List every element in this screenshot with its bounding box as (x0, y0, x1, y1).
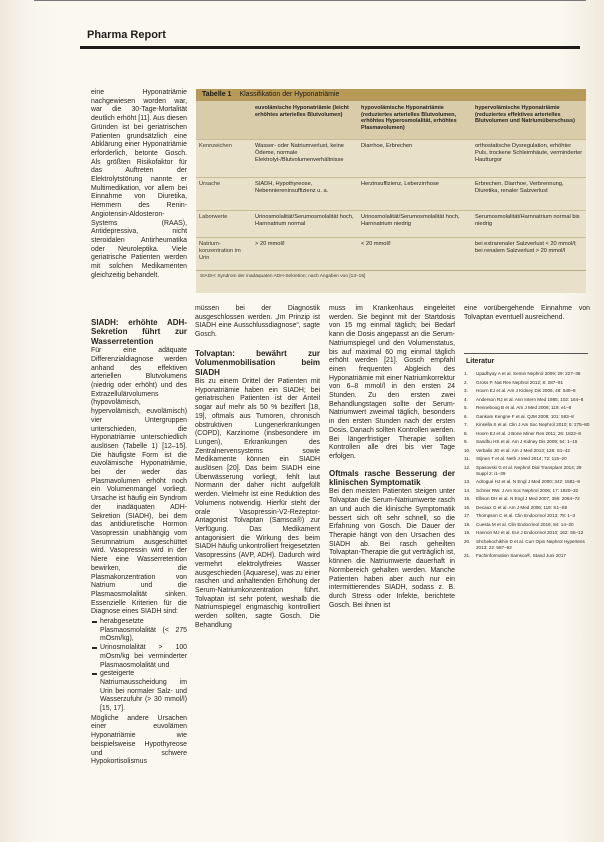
paragraph: eine vorübergehende Einnahme von Tolvaptan eventuell ausreichend. (464, 305, 590, 321)
reference-number: 4. (464, 396, 468, 402)
table-cell: Erbrechen, Diarrhoe, Verbrennung, Diuretika, renaler Salzverlust (472, 177, 586, 210)
table-header-cell: hypovolämische Hyponatriämie (reduziertes arterielles Blutvolumen, erhöhtes Hyperosmolalität, erhöhtes Plasmavolumen) (358, 101, 472, 139)
list-item: gesteigerte Natriumausscheidung im Urin bei normaler Salz- und Wasserzufuhr (> 30 mmol/l) [15, 17]. (91, 670, 187, 714)
table-cell: < 20 mmol/l (358, 237, 472, 270)
reference-text: Fachinformation Samsca®, Stand Juni 2017 (476, 553, 566, 558)
reference-text: Renneboog B et al. Am J Med 2006; 119: e1–8 (476, 405, 572, 410)
reference-number: 15. (464, 496, 471, 501)
table-title (196, 89, 586, 101)
reference-text: Schrier RW. J Am Soc Nephrol 2006; 17: 1820–32 (476, 487, 579, 493)
reference-text: Hoorn EJ et al. J Bone Miner Res 2011; 26: 1822–8 (476, 430, 581, 436)
reference-number: 9. (464, 439, 468, 444)
reference-text: Anderson RJ et al. Ann Intern Med 1985; 102: 164–8 (476, 396, 584, 402)
reference-text: Verbalis JG et al. Am J Med 2013; 126: S1–42 (476, 447, 570, 453)
reference-number: 8. (464, 430, 468, 436)
reference-item (464, 479, 590, 485)
paragraph: Bei den meisten Patienten steigen unter Tolvaptan die Serum-Natriumwerte rasch an und auch die klinische Symptomatik bessert sich oft sehr schnell, so die Erfahrung von Gosch. Die Dauer der Therapie hängt von den Ursachen des SIADH ab. Bei rasch geheilten Tolvaptan-Therapie die gut verträglich ist, können die Natriumwerte dauerhaft in Normbereich gehalten werden. Manche Patienten haben aber auch nur ein intermittierendes SIADH, sodass z. B. durch Stress oder Infekte, berichtete Gosch. Bei ihnen ist (329, 488, 456, 609)
reference-text: Hoorn EJ et al. Am J Kidney Dis 2006; 48: 540–8 (476, 388, 576, 393)
reference-text: Stijnen T et al. Neth J Med 2014; 72: 115–20 (476, 456, 567, 461)
paragraph: Bis zu einem Drittel der Patienten mit Hyponatriämie haben ein SIADH; bei geriatrischen Patienten ist der Anteil sogar auf mehr als 50 % beziffert [18, 19], oftmals aus Tumoren, chronisch obstruktiven Lungenerkrankungen (COPD), Karzinome (insbesondere im Lungen), Erkrankungen des Zentralnervensystems sowie Medikamente können ein SIADH auslösen [20]. Das beim SIADH eine Überwässerung vorliegt, fehlt laut Normann der daher nicht aufgefüllt werden. Vielmehr ist eine Reduktion des Volumens notwendig. Hierfür steht der orale Vasopressin-V2-Rezeptor-Antagonist Tolvaptan (Samsca®) zur Verfügung. Das Medikament antagonisiert die Wirkung des beim SIADH häufig unkontrolliert freigesetzten Vasopressins (AVP, ADH). Dadurch wird vermehrt elektrolytfreies Wasser ausgeschieden (Aquarese), was zu einer raschen und anhaltenden Erhöhung der Serum-Natriumkonzentration führt. Tolvaptan ist sehr potent, weshalb die Natriumspiegel engmaschig kontrolliert werden sollten, sagte Gosch. Die Behandlung (195, 378, 320, 629)
column-1-bottom (91, 318, 187, 767)
table-header-cell: euvolämische Hyponatriämie (leicht erhöhtes arterielles Blutvolumen) (252, 101, 358, 139)
section-heading-tolvaptan: Tolvaptan: bewährt zur Volumenmobilisation beim SIADH (195, 348, 320, 377)
reference-text: Sandhu HS et al. Am J Kidney Dis 2009; 54: 1–15 (476, 439, 578, 444)
reference-text: Adrogué HJ et al. N Engl J Med 2000; 342: 1581–9 (476, 479, 580, 484)
reference-item (464, 496, 590, 502)
reference-number: 6. (464, 413, 468, 419)
table-label: Tabelle 1 (202, 91, 232, 98)
reference-number: 17. (464, 513, 471, 518)
column-4-top (464, 305, 590, 322)
reference-item (464, 439, 590, 445)
criteria-list (91, 618, 187, 714)
column-2 (195, 305, 320, 630)
column-3 (329, 305, 455, 610)
reference-item (464, 388, 590, 394)
reference-text: Cuesta M et al. Clin Endocrinol 2016; 84: 14–20 (476, 521, 574, 527)
reference-text: Gankam Kengne F et al. QJM 2008; 101: 583–8 (476, 413, 574, 419)
paragraph: müssen bei der Diagnostik ausgeschlossen werden. „Im Prinzip ist SIADH eine Ausschlussdiagnose“, sagte Gosch. (195, 305, 320, 339)
section-heading-symptomatik: Oftmals rasche Besserung der klinischen Symptomatik (329, 468, 455, 488)
paragraph: Mögliche andere Ursachen einer euvolämen Hyponatriämie wie beispielsweise Hypothyreose und schwere Hypokortisolismus (91, 714, 187, 766)
reference-number: 12. (464, 464, 471, 470)
reference-number: 13. (464, 479, 471, 484)
reference-item (464, 553, 590, 559)
literature-list (464, 371, 590, 562)
column-1-top (91, 89, 187, 280)
reference-text: Kinsella S et al. Clin J Am Soc Nephrol 2010; 5: 275–80 (476, 422, 590, 427)
reference-item (464, 371, 590, 377)
reference-item (464, 539, 590, 551)
table-cell: Serumosmolalität/Harnnatrium normal bis niedrig (472, 210, 586, 237)
reference-number: 21. (464, 553, 471, 558)
table-cell: orthostatische Dysregulation, erhöhter Puls, trockene Schleimhäute, verminderter Hautturgor (472, 139, 586, 177)
table-cell: > 20 mmol/l (252, 237, 358, 270)
reference-item (464, 465, 590, 477)
reference-number: 5. (464, 405, 468, 410)
classification-table (196, 89, 586, 293)
reference-number: 19. (464, 530, 471, 535)
reference-item (464, 380, 590, 386)
top-edge-line (34, 0, 586, 1)
table-cell: bei extrarenaler Salzverlust < 20 mmol/l; bei renalem Salzverlust > 20 mmol/l (472, 237, 586, 270)
table-row-label: Ursache (196, 177, 252, 210)
table-row-label: Laborwerte (196, 210, 252, 237)
literature-rule (464, 353, 588, 354)
table-cell: Wasser- oder Natriumverlust, keine Ödeme, normale Elektrolyt-/Blutvolumenverhältnisse (252, 139, 358, 177)
reference-number: 20. (464, 538, 471, 544)
table-footnote: SIADH: Syndrom der inadäquaten ADH-Sekretion; nach Angaben von [13–15] (196, 270, 586, 283)
reference-text: Hannon MJ et al. Eur J Endocrinol 2010; 162: S5–12 (476, 530, 584, 535)
reference-number: 1. (464, 371, 468, 376)
reference-text: Upadhyay A et al. Semin Nephrol 2009; 29: 227–38 (476, 371, 581, 376)
reference-text: Gross P. Nat Rev Nephrol 2012; 8: 287–91 (476, 379, 563, 385)
reference-number: 16. (464, 504, 471, 510)
table-header-cell: hypervolämische Hyponatriämie (reduziertes effektives arterielles Blutvolumen und Natriumüberschuss) (472, 101, 586, 139)
paragraph: eine Hyponatriämie nachgewiesen worden war, war die 30-Tage-Mortalität deutlich erhöht [11]. Aus diesen Gründen ist bei geriatrischen Patienten grundsätzlich eine Abklärung einer Hyponatriämie erforderlich, betonte Gosch. Als größten Risikofaktor für das Auftreten der Elektrolytstörung nannte er Multimedikation, vor allem bei Einnahme von Diuretika, Hemmern des Renin-Angiotensin-Aldosteron-Systems (RAAS), Antidepressiva, nicht steroidalen Antirheumatika oder Neuroleptika. Viele geriatrische Patienten werden mit solchen Medikamenten gleichzeitig behandelt. (91, 89, 187, 279)
table-header-cell (196, 101, 252, 139)
reference-number: 11. (464, 456, 471, 461)
reference-item (464, 422, 590, 428)
reference-number: 2. (464, 379, 468, 385)
table-caption: Klassifikation der Hyponatriämie (239, 91, 340, 98)
paragraph: Für eine adäquate Differenzialdiagnose werden anhand des effektiven arteriellen Blutvolumens (niedrig oder erhöht) und des Extrazellulärvolumens (hypovolämisch, hypervolämisch, euvolämisch) vier Untergruppen unterschieden, die Hyponatriämie unterschiedlich auslösen (Tabelle 1) [12–15]. Die häufigste Form ist die euvolämische Hyponatriämie, bei der weder das Plasmavolumen erhöht noch ein Volumenmangel vorliegt. Ursache ist häufig ein Syndrom der inadäquaten ADH-Sekretion (SIADH), bei dem das antidiuretische Hormon Vasopressin unabhängig vom Serumnatrium ausgeschüttet wird. Vasopressin wird in der Niere eine Wasserretention bewirken, die Plasmakonzentration von Natrium und die Plasmaosmolalität sinken. Essenzielle Kriterien für die Diagnose eines SIADH sind: (91, 347, 187, 616)
reference-item (464, 448, 590, 454)
section-heading-siadh: SIADH: erhöhte ADH-Sekretion führt zur Wasserretention (91, 318, 187, 346)
table-cell: Diarrhoe, Erbrechen (358, 139, 472, 177)
reference-text: Ellison DH et al. N Engl J Med 2007; 356: 2064–72 (476, 496, 580, 501)
reference-text: Shchekochikhin D et al. Curr Opin Nephrol Hypertens 2013; 22: 587–92 (476, 538, 585, 550)
table-cell: Herzinsuffizienz, Leberzirrhose (358, 177, 472, 210)
reference-item (464, 456, 590, 462)
reference-item (464, 397, 590, 403)
table-row-label: Natrium-konzentration im Urin (196, 237, 252, 270)
reference-item (464, 431, 590, 437)
literature-title: Literatur (466, 358, 495, 365)
reference-number: 18. (464, 521, 471, 527)
table-cell: Urinosmolalität/Serumosmolalität hoch, Harnnatrium niedrig (358, 210, 472, 237)
reference-item (464, 405, 590, 411)
reference-item (464, 414, 590, 420)
reference-number: 3. (464, 388, 468, 393)
reference-text: Thompson C et al. Clin Endocrinol 2013; 78: 1–3 (476, 513, 576, 518)
reference-text: Decaux G et al. Am J Med 2006; 119: S1–S9 (476, 504, 568, 510)
table-grid (196, 101, 586, 270)
reference-text: Spasovski G et al. Nephrol Dial Transplant 2014; 29 Suppl 2: i1–39 (476, 464, 582, 476)
table-row-label: Kennzeichen (196, 139, 252, 177)
reference-item (464, 522, 590, 528)
header-rule (80, 46, 580, 49)
table-cell: Urinosmolalität/Serumosmolalität hoch, Harnnatrium normal (252, 210, 358, 237)
section-header: Pharma Report (87, 29, 166, 41)
reference-item (464, 530, 590, 536)
table-cell: SIADH, Hypothyreose, Nebenniereninsuffizienz u. a. (252, 177, 358, 210)
reference-item (464, 513, 590, 519)
reference-item (464, 505, 590, 511)
list-item: Urinosmolalität > 100 mOsm/kg bei verminderter Plasmaosmolalität und (91, 644, 187, 670)
reference-number: 10. (464, 447, 471, 453)
paragraph: muss im Krankenhaus eingeleitet werden. Sie beginnt mit der Startdosis von 15 mg einmal täglich; bei Bedarf kann die Dosis angepasst an die Serum-Natriumspiegel und den Volumenstatus, bis auf maximal 60 mg einmal täglich erhöht werden [21]. Gosch empfahl einen frequenten Abgleich des Hyponatriämie mit einer Natriumkorrektur von 6–8 mmol/l in den ersten 24 Stunden. Zu den ersten zwei Behandlungstagen sollte der Serum-Natriumwert zweimal täglich, besonders in den ersten Stunden nach der ersten Dosis. Danach sollten Kontrollen werden. Bei längerfristiger Therapie sollten Kontrollen alle drei bis vier Tage erfolgen. (329, 305, 456, 460)
reference-number: 7. (464, 422, 468, 427)
list-item: herabgesetzte Plasmaosmolalität (< 275 mOsm/kg), (91, 618, 187, 644)
reference-number: 14. (464, 487, 471, 493)
reference-item (464, 488, 590, 494)
